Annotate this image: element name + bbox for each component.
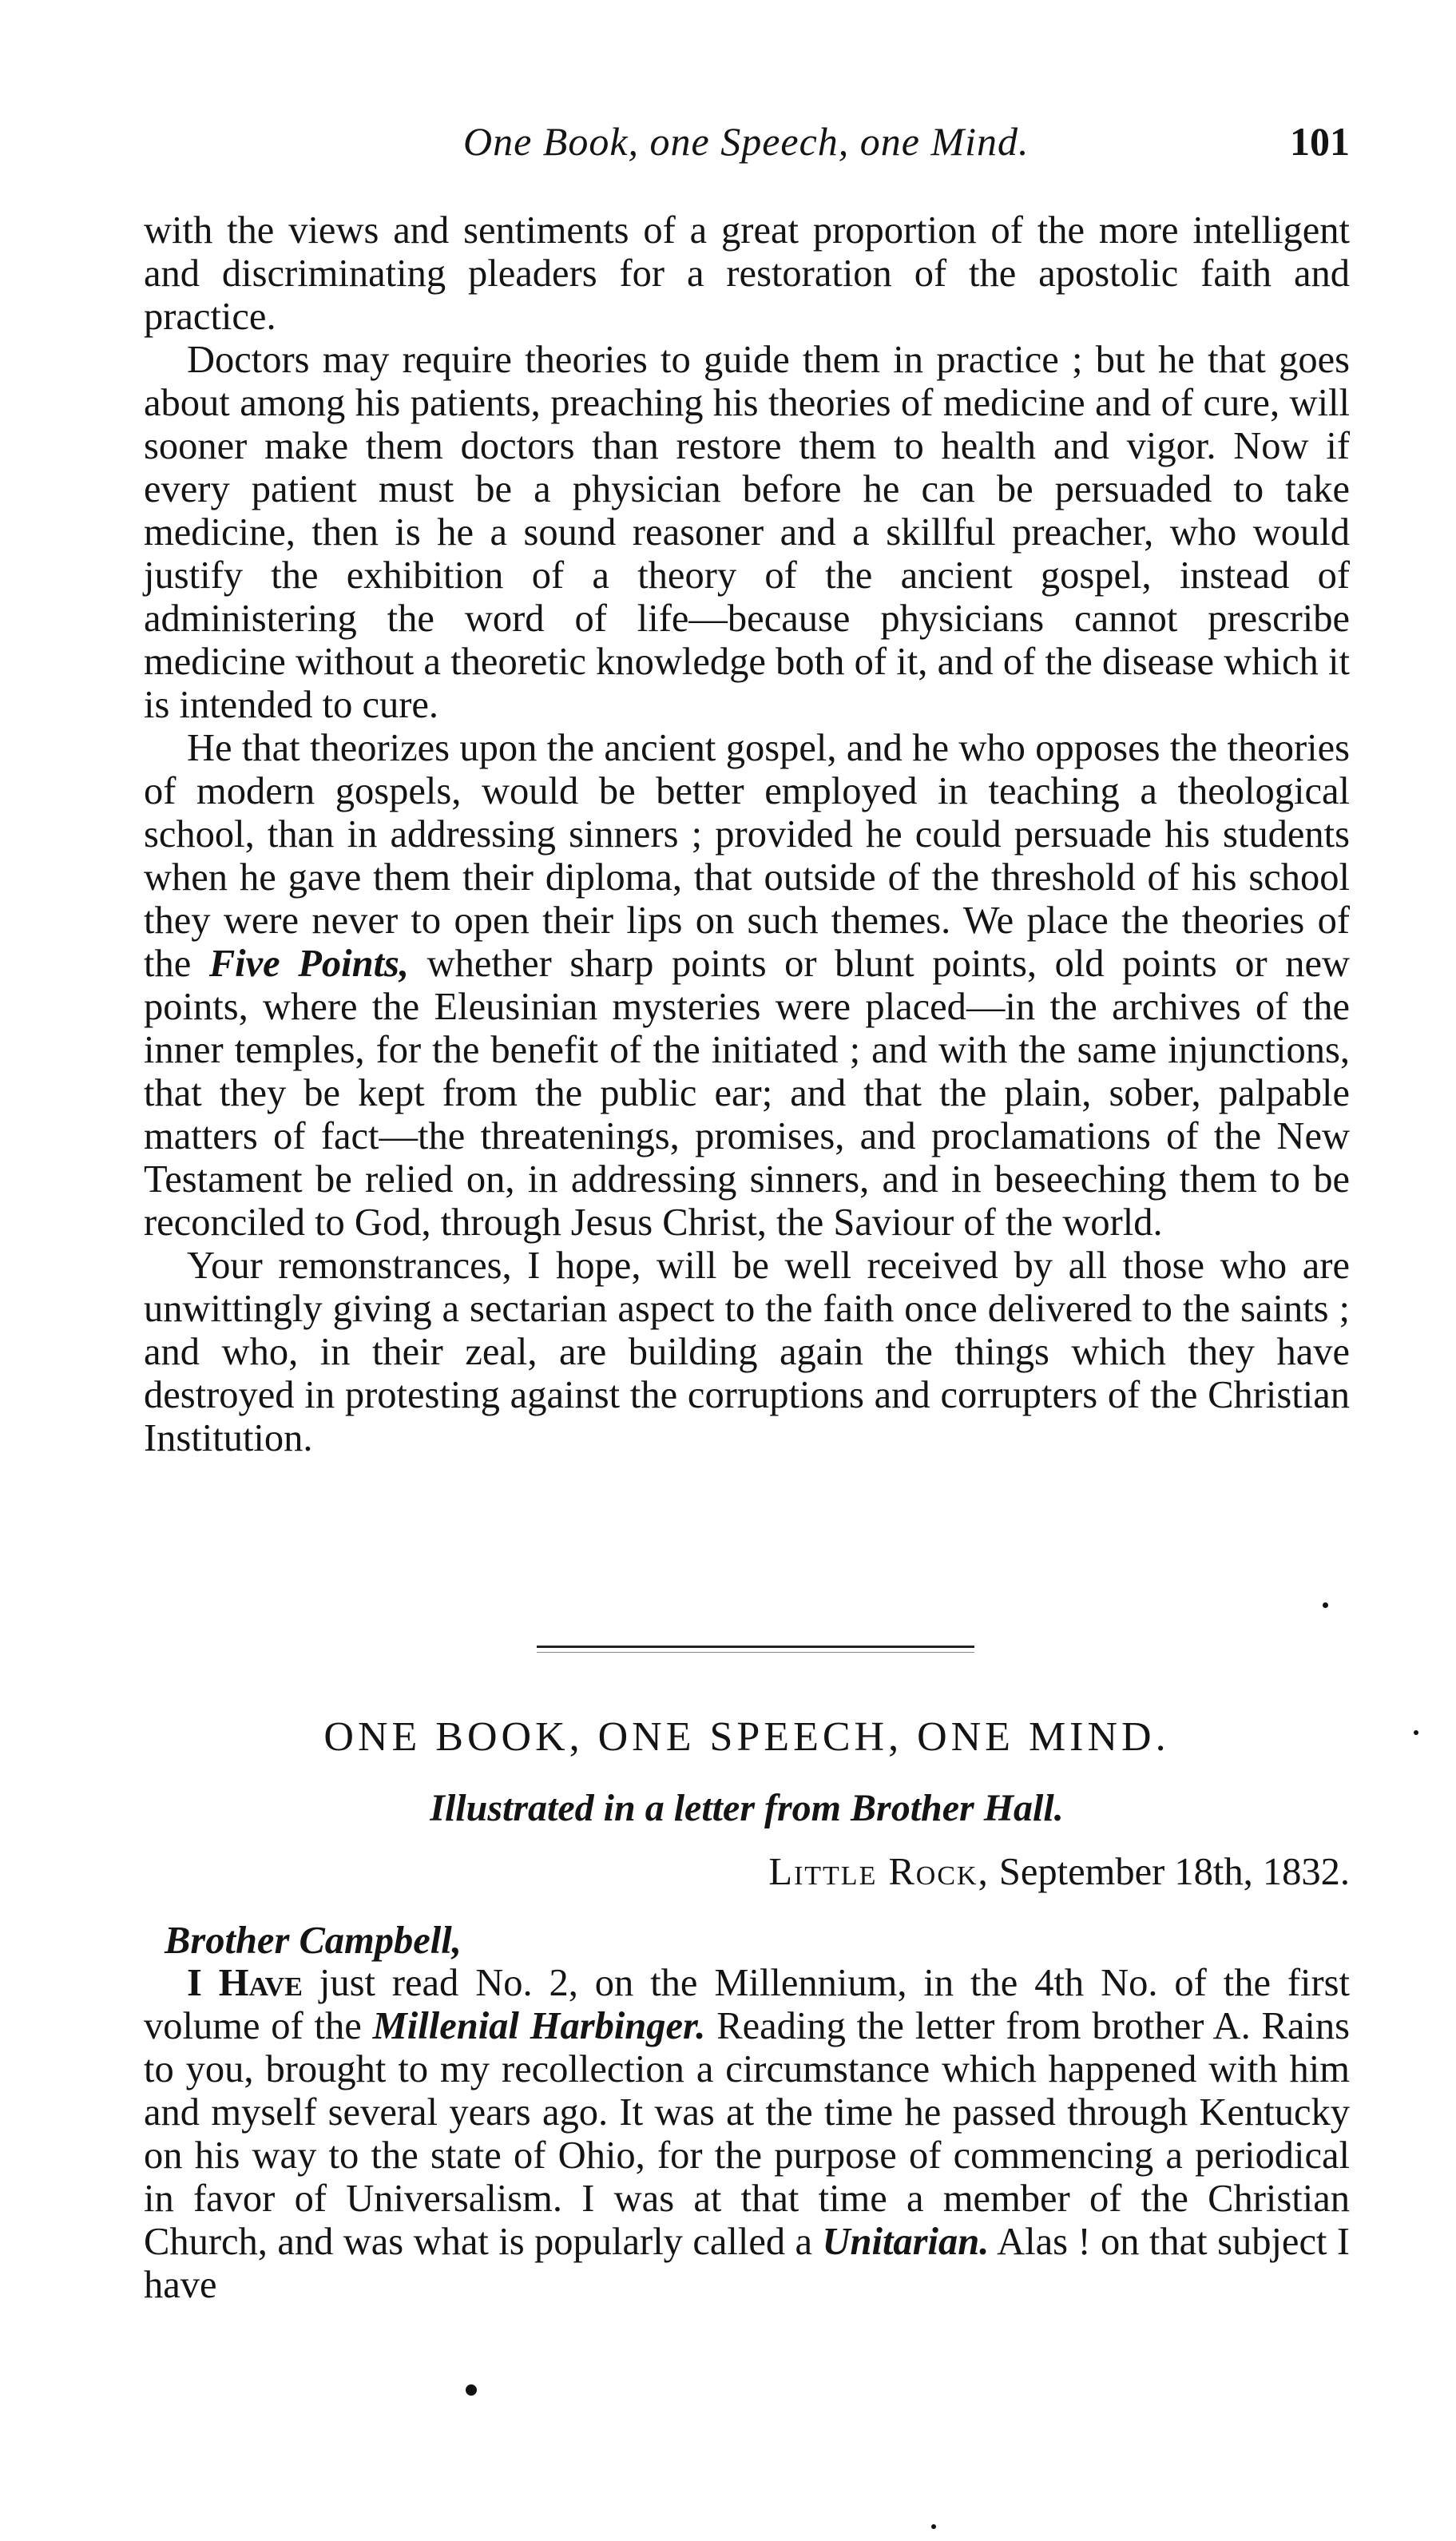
article-heading: ONE BOOK, ONE SPEECH, ONE MIND. bbox=[323, 1714, 1170, 1760]
body-text bbox=[144, 209, 1350, 1460]
paragraph-doctors: Doctors may require theories to guide them in practice ; but he that goes about among his patients, preaching his theories of medicine and of cure, will sooner make them doctors than restore them to health and vigor. Now if every patient must be a physician before he can be persuaded to take medicine, then is he a sound reasoner and a skillful preacher, who would justify the exhibition of a theory of the ancient gospel, instead of administering the word of life—because physicians cannot prescribe medicine without a theoretic knowledge both of it, and of the disease which it is intended to cure. bbox=[144, 339, 1350, 726]
print-speck bbox=[931, 2524, 936, 2529]
unitarian-emphasis: Unitarian. bbox=[822, 2221, 990, 2263]
letter-paragraph bbox=[144, 1962, 1350, 2307]
letter-dateline bbox=[144, 1850, 1350, 1894]
print-speck bbox=[466, 2384, 477, 2396]
running-head bbox=[144, 118, 1350, 182]
letter-salutation: Brother Campbell, bbox=[165, 1920, 462, 1962]
letter-text-1: just read No. 2, on the Millennium, in the 4th No. of the first volume of the bbox=[144, 1962, 1350, 2047]
paragraph-theorizes-text-2: whether sharp points or blunt points, old points or new points, where the Eleusinian mysteries were placed—in the archives of the inner temples, for the benefit of the initiated ; and with the same injunctions, that they be kept from the public ear; and that the plain, sober, palpable matters of fact—the threatenings, promises, and proclamations of the New Testament be relied on, in addressing sinners, and in beseeching them to be reconciled to God, through Jesus Christ, the Saviour of the world. bbox=[144, 943, 1350, 1244]
running-title: One Book, one Speech, one Mind. bbox=[463, 119, 1030, 164]
five-points-emphasis: Five Points, bbox=[208, 943, 410, 985]
paragraph-theorizes bbox=[144, 727, 1350, 1245]
print-speck bbox=[1323, 1602, 1328, 1608]
section-divider bbox=[537, 1646, 974, 1648]
dateline-date: September 18th, 1832. bbox=[998, 1851, 1350, 1893]
letter-text-3: Alas ! on that subject I have bbox=[144, 2221, 1351, 2306]
letter-text-2: Reading the letter from brother A. Rains to you, brought to my recollection a circumstance which happened with him and myself several years ago. It was at the time he passed through Kentucky on his way to the state of Ohio, for the purpose of commencing a periodical in favor of Universalism. I was at that time a member of the Christian Church, and was what is popularly called a bbox=[144, 2005, 1350, 2263]
paragraph-remonstrances: Your remonstrances, I hope, will be well received by all those who are unwittingly giving a sectarian aspect to the faith once delivered to the saints ; and who, in their zeal, are building again the things which they have destroyed in protesting against the corruptions and corrupters of the Christian Institution. bbox=[144, 1245, 1350, 1459]
letter-body bbox=[144, 1962, 1350, 2307]
paragraph-theorizes-text-1: He that theorizes upon the ancient gospel, and he who opposes the theories of modern gospels, would be better employed in teaching a theological school, than in addressing sinners ; provided he could persuade his students when he gave them their diploma, that outside of the threshold of his school they were never to open their lips on such themes. We place the theories of the bbox=[144, 727, 1350, 985]
dateline-place: Little Rock, bbox=[768, 1851, 990, 1893]
section-divider-underline bbox=[537, 1652, 974, 1653]
page-number: 101 bbox=[1290, 119, 1350, 164]
article-subheading: Illustrated in a letter from Brother Hall. bbox=[430, 1787, 1064, 1829]
letter-opening-word: I Have bbox=[187, 1962, 303, 2004]
print-speck bbox=[1414, 1730, 1418, 1735]
paragraph-continued: with the views and sentiments of a great proportion of the more intelligent and discriminating pleaders for a restoration of the apostolic faith and practice. bbox=[144, 209, 1350, 338]
harbinger-emphasis: Millenial Harbinger. bbox=[372, 2005, 706, 2047]
